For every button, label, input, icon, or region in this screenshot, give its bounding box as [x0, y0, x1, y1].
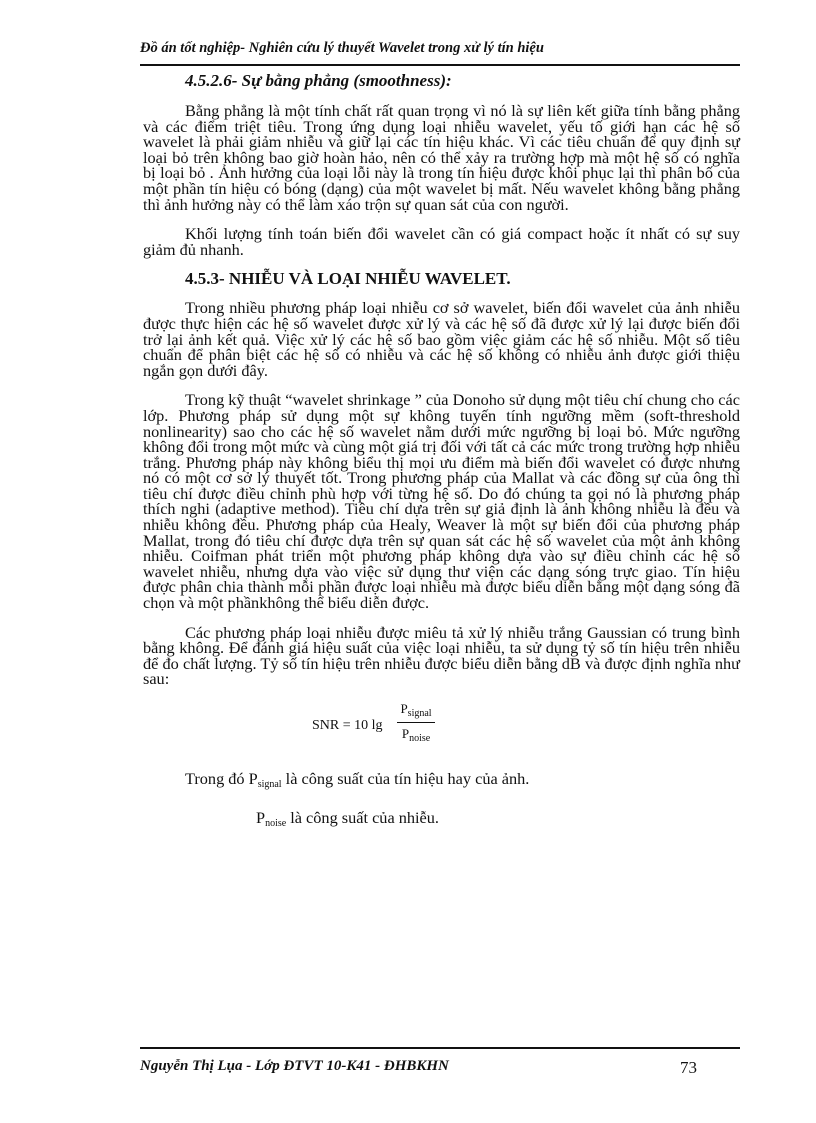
footer-rule	[140, 1047, 740, 1049]
definition-noise: $P_{noise}$ là công suất của nhiễu.	[256, 808, 439, 829]
section-heading-smoothness: 4.5.2.6- Sự bằng phẳng (smoothness):	[185, 71, 452, 90]
header-rule	[140, 64, 740, 66]
paragraph-compact-support: Khối lượng tính toán biến đổi wavelet cần có giá compact hoặc ít nhất có sự suy giảm đủ nhanh.	[143, 224, 740, 259]
running-footer: Nguyễn Thị Lụa - Lớp ĐTVT 10-K41 - ĐHBKHN	[140, 1058, 449, 1074]
definition-signal: Trong đó $P_{signal}$ là công suất của tín hiệu hay của ảnh.	[185, 769, 530, 790]
formula-denominator: $P_{noise}$	[401, 726, 431, 744]
formula-fraction	[397, 701, 435, 744]
paragraph-wavelet-shrinkage: Trong kỹ thuật “wavelet shrinkage ” của Donoho sử dụng một tiêu chí chung cho các lớp. Phương pháp sử dụng một sự không tuyến tính ngưỡng mềm (soft-threshold nonlinearity) sao cho các hệ số wavelet nằm dưới mức ngưỡng bị loại bỏ. Mức ngưỡng không đổi trong một mức và cùng một giá trị đối với tất cả các mức trong trường hợp nhiễu trắng. Phương pháp này không biểu thị mọi ưu điểm mà biến đổi wavelet có được nhưng nó có một cơ sở lý thuyết tốt. Trong phương pháp của Mallat và các đồng sự của ông thì tiêu chí được điều chỉnh phù hợp với từng hệ số. Do đó chúng ta gọi nó là phương pháp thích nghi (adaptive method). Tiêu chí dựa trên sự giả định là ảnh không nhiễu là đều và nhiễu không đều. Phương pháp của Healy, Weaver là một sự biến đổi của phương pháp Mallat, trong đó tiêu chí được dựa trên sự quan sát các hệ số wavelet của một ảnh không nhiễu. Coifman phát triển một phương pháp không dựa vào sự điều chỉnh các hệ số wavelet nhiễu, nhưng dựa vào việc sử dụng thư viện các dạng sóng trực giao. Tín hiệu được phân chia thành mỗi phần được loại nhiễu mà được biểu diễn bằng một dạng sóng đã chọn và một phầnkhông thể biểu diễn được.	[143, 390, 740, 613]
formula-numerator: $P_{signal}$	[397, 701, 435, 723]
snr-formula	[143, 701, 740, 763]
page-body	[143, 71, 740, 829]
paragraph-smoothness: Bằng phẳng là một tính chất rất quan trọng vì nó là sự liên kết giữa tính bằng phẳng và các điểm triệt tiêu. Trong ứng dụng loại nhiễu wavelet, yếu tố giới hạn các hệ số wavelet là phải giảm nhiễu và giữ lại các tín hiệu khác. Vì các tiêu chuẩn để quy định sự loại bỏ trên không bao giờ hoàn hảo, nên có thể xảy ra trường hợp mà một hệ số có nghĩa bị loại bỏ . Ảnh hưởng của loại lỗi này là trong tín hiệu được khôi phục lại thì phân bố của một phần tín hiệu có bóng (dạng) của một wavelet bị mất. Nếu wavelet không bằng phẳng thì ảnh hưởng này có thể làm xáo trộn sự quan sát của con người.	[143, 101, 740, 214]
page-number: 73	[680, 1058, 697, 1077]
paragraph-denoising-intro: Trong nhiều phương pháp loại nhiễu cơ sở wavelet, biến đổi wavelet của ảnh nhiễu được thực hiện các hệ số wavelet được xử lý và các hệ số đã được xử lý lại được biến đổi trở lại ảnh kết quả. Việc xử lý các hệ số bao gồm việc giảm các hệ số nhiễu. Một số tiêu chuẩn để phân biệt các hệ số có nhiễu và các hệ số không có nhiễu ảnh được giới thiệu ngắn gọn dưới đây.	[143, 298, 740, 380]
section-heading-noise: 4.5.3- NHIỄU VÀ LOẠI NHIỄU WAVELET.	[185, 269, 511, 289]
running-header: Đồ án tốt nghiệp- Nghiên cứu lý thuyết Wavelet trong xử lý tín hiệu	[140, 40, 544, 56]
paragraph-snr-intro: Các phương pháp loại nhiễu được miêu tả xử lý nhiễu trắng Gaussian có trung bình bằng không. Để đánh giá hiệu suất của việc loại nhiễu, ta sử dụng tỷ số tín hiệu trên nhiễu để đo chất lượng. Tỷ số tín hiệu trên nhiễu được biểu diễn bằng dB và được định nghĩa như sau:	[143, 622, 740, 689]
formula-lhs: SNR = 10 lg	[312, 718, 383, 733]
